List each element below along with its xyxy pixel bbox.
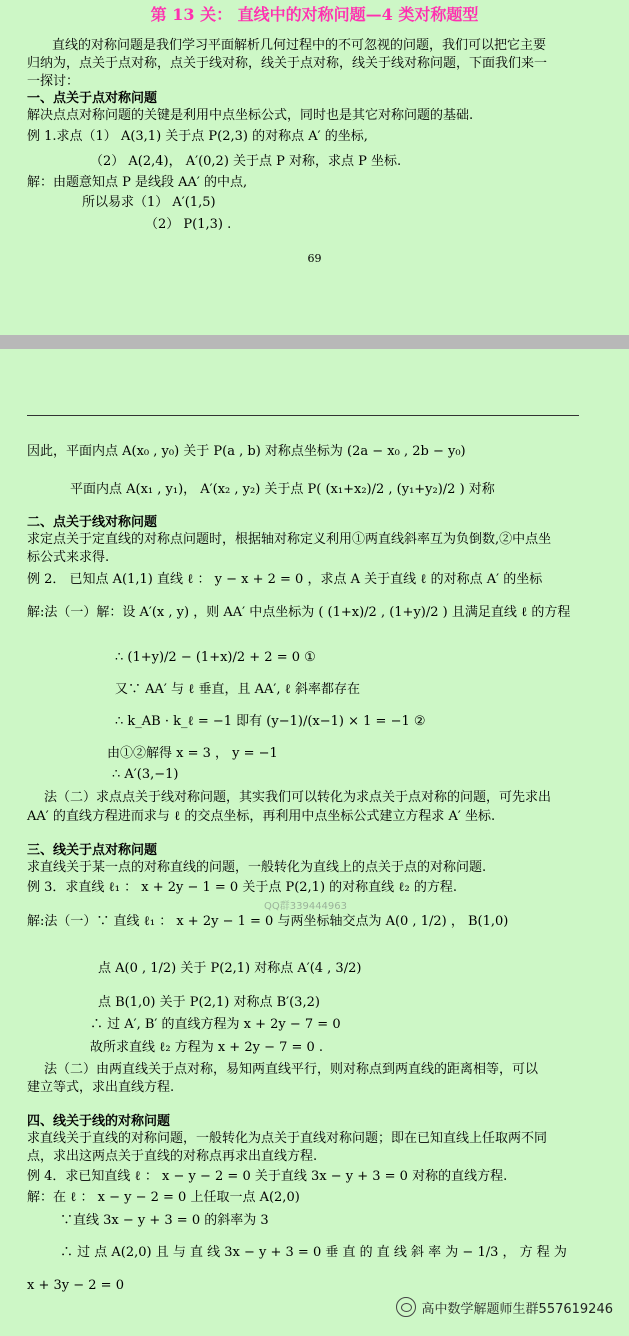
text-line: 点 B(1,0) 关于 P(2,1) 对称点 B′(3,2) [98, 995, 320, 1010]
text-line: 标公式来求得. [27, 550, 110, 565]
text-line: 一探讨： [27, 74, 80, 89]
text-line: 求定点关于定直线的对称点问题时，根据轴对称定义利用①两直线斜率互为负倒数,②中点坐 [27, 532, 552, 547]
text-line: 所以易求（1） A′(1,5) [82, 195, 216, 210]
text-line: 平面内点 A(x₁ , y₁)， A′(x₂ , y₂) 关于点 P( (x₁+x₂)/2 , (y₁+y₂)/2 ) 对称 [70, 482, 495, 497]
text-line: 建立等式，求出直线方程. [27, 1080, 175, 1095]
text-line: 直线的对称问题是我们学习平面解析几何过程中的不可忽视的问题，我们可以把它主要 [52, 38, 547, 53]
text-line: 法（二）求点点关于线对称问题，其实我们可以转化为求点关于点对称的问题，可先求出 [44, 790, 552, 805]
text-line: 故所求直线 ℓ₂ 方程为 x + 2y − 7 = 0 . [90, 1040, 324, 1055]
watermark: QQ群339444963 [264, 901, 348, 912]
text-line: 解：在 ℓ ： x − y − 2 = 0 上任取一点 A(2,0) [27, 1190, 300, 1205]
text-line: 因此，平面内点 A(x₀ , y₀) 关于 P(a , b) 对称点坐标为 (2a − x₀ , 2b − y₀) [27, 444, 466, 459]
text-line: 解:法（一）∵ 直线 ℓ₁ ： x + 2y − 1 = 0 与两坐标轴交点为 A(0 , 1/2) ， B(1,0) [27, 914, 509, 929]
text-line: 例 4．求已知直线 ℓ ： x − y − 2 = 0 关于直线 3x − y + 3 = 0 对称的直线方程. [27, 1169, 508, 1184]
footer-logo-text: 高中数学解题师生群557619246 [421, 1301, 613, 1317]
text-line: 例 1.求点（1） A(3,1) 关于点 P(2,3) 的对称点 A′ 的坐标, [27, 129, 368, 144]
text-line: 例 2． 已知点 A(1,1) 直线 ℓ ： y − x + 2 = 0 ，求点 A 关于直线 ℓ 的对称点 A′ 的坐标 [27, 572, 543, 587]
text-line: （2） A(2,4)， A′(0,2) 关于点 P 对称，求点 P 坐标. [90, 154, 402, 169]
text-line: 又∵ AA′ 与 ℓ 垂直，且 AA′, ℓ 斜率都存在 [115, 682, 360, 697]
text-line: ∴ k_AB · k_ℓ = −1 即有 (y−1)/(x−1) × 1 = −1 ② [115, 714, 426, 729]
text-line: 由①②解得 x = 3 ， y = −1 [107, 746, 278, 761]
text-line: ∵直线 3x − y + 3 = 0 的斜率为 3 [60, 1213, 269, 1228]
text-line: ∴ 过 点 A(2,0) 且 与 直 线 3x − y + 3 = 0 垂 直 的 直 线 斜 率 为 − 1/3 ， 方 程 为 [60, 1245, 567, 1260]
text-line: 归纳为，点关于点对称，点关于线对称，线关于点对称，线关于线对称问题，下面我们来一 [27, 56, 548, 71]
section-heading: 二、点关于线对称问题 [27, 515, 158, 530]
text-line: 法（二）由两直线关于点对称，易知两直线平行，则对称点到两直线的距离相等，可以 [44, 1062, 539, 1077]
text-line: ∴ A′(3,−1) [112, 767, 179, 782]
text-line: 解：由题意知点 P 是线段 AA′ 的中点, [27, 175, 248, 190]
text-line: 例 3．求直线 ℓ₁ ： x + 2y − 1 = 0 关于点 P(2,1) 的对称直线 ℓ₂ 的方程. [27, 880, 457, 895]
text-line: x + 3y − 2 = 0 [27, 1278, 124, 1293]
page-title: 第 13 关： 直线中的对称问题—4 类对称题型 [150, 5, 479, 24]
text-line: 求直线关于直线的对称问题，一般转化为点关于直线对称问题；即在已知直线上任取两不同 [27, 1131, 548, 1146]
page-separator [0, 335, 629, 349]
text-line: 点 A(0 , 1/2) 关于 P(2,1) 对称点 A′(4 , 3/2) [98, 961, 362, 976]
section-heading: 一、点关于点对称问题 [27, 91, 158, 106]
section-heading: 三、线关于点对称问题 [27, 843, 158, 858]
text-line: （2） P(1,3) . [145, 217, 232, 232]
page-number: 69 [307, 252, 322, 265]
wechat-icon [396, 1297, 416, 1317]
page-top-rule [27, 415, 579, 416]
text-line: AA′ 的直线方程进而求与 ℓ 的交点坐标，再利用中点坐标公式建立方程求 A′ 坐标. [27, 809, 496, 824]
section-heading: 四、线关于线的对称问题 [27, 1114, 171, 1129]
text-line: 解决点点对称问题的关键是利用中点坐标公式，同时也是其它对称问题的基础. [27, 108, 474, 123]
text-line: 解:法（一）解：设 A′(x , y) ，则 AA′ 中点坐标为 ( (1+x)/2 , (1+y)/2 ) 且满足直线 ℓ 的方程 [27, 605, 571, 620]
text-line: 求直线关于某一点的对称直线的问题，一般转化为直线上的点关于点的对称问题. [27, 860, 487, 875]
text-line: ∴ 过 A′, B′ 的直线方程为 x + 2y − 7 = 0 [90, 1017, 341, 1032]
text-line: 点，求出这两点关于直线的对称点再求出直线方程. [27, 1149, 318, 1164]
footer-logo [396, 1297, 613, 1317]
text-line: ∴ (1+y)/2 − (1+x)/2 + 2 = 0 ① [115, 650, 316, 665]
